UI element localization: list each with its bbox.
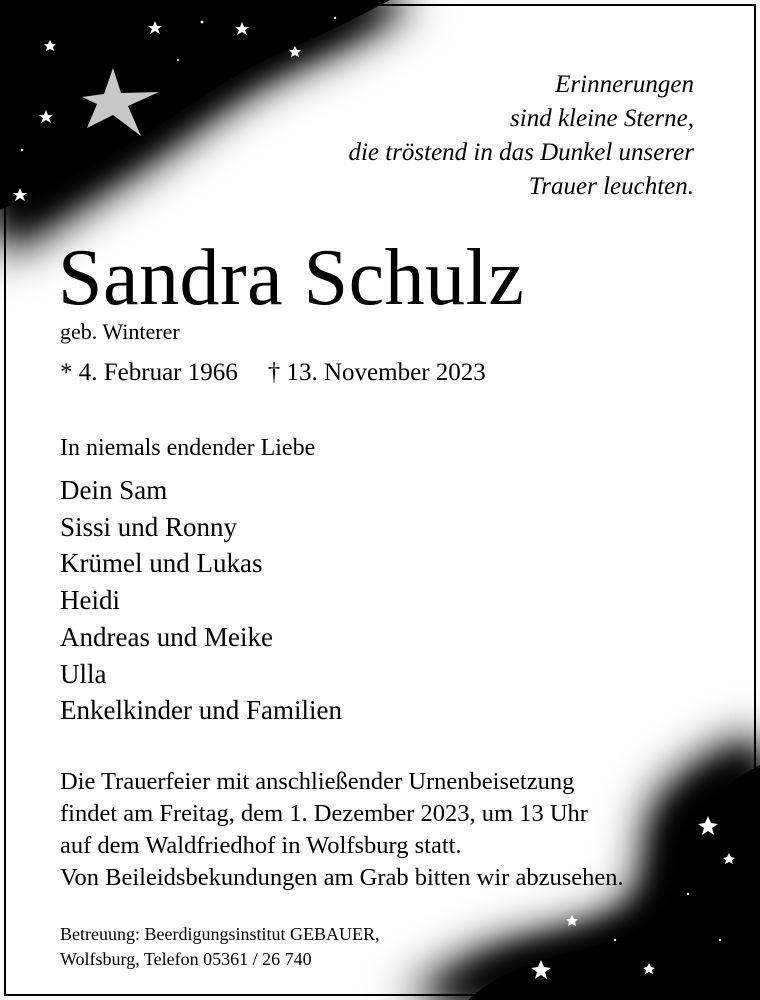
mourner-name: Heidi: [60, 585, 120, 616]
poem-line: Erinnerungen: [555, 71, 694, 98]
birth-date: * 4. Februar 1966: [60, 359, 238, 386]
memorial-poem: [348, 68, 694, 204]
mourner-name: Krümel und Lukas: [60, 548, 263, 579]
funeral-notice: [60, 766, 624, 894]
poem-line: die tröstend in das Dunkel unserer: [348, 139, 694, 166]
notice-line: Die Trauerfeier mit anschließender Urnenbeisetzung: [60, 768, 575, 795]
notice-line: Von Beileidsbekundungen am Grab bitten wir abzusehen.: [60, 864, 624, 891]
deceased-name: Sandra Schulz: [58, 234, 525, 322]
mourners-intro: In niemals endender Liebe: [60, 435, 316, 461]
poem-line: sind kleine Sterne,: [510, 105, 694, 132]
mourner-name: Sissi und Ronny: [60, 511, 238, 542]
mourners-list: [60, 472, 342, 729]
undertaker-line: Betreuung: Beerdigungsinstitut GEBAUER,: [60, 924, 380, 944]
death-date: † 13. November 2023: [267, 359, 486, 386]
mourner-name: Enkelkinder und Familien: [60, 695, 342, 726]
undertaker-line: Wolfsburg, Telefon 05361 / 26 740: [60, 949, 312, 969]
undertaker-info: [60, 922, 379, 972]
life-dates: [60, 358, 486, 388]
notice-line: auf dem Waldfriedhof in Wolfsburg statt.: [60, 832, 462, 859]
birth-name: geb. Winterer: [60, 319, 180, 344]
mourner-name: Dein Sam: [60, 475, 168, 505]
mourner-name: Andreas und Meike: [60, 621, 273, 652]
mourner-name: Ulla: [60, 658, 107, 689]
notice-line: findet am Freitag, dem 1. Dezember 2023, um 13 Uhr: [60, 800, 588, 827]
poem-line: Trauer leuchten.: [528, 173, 694, 200]
